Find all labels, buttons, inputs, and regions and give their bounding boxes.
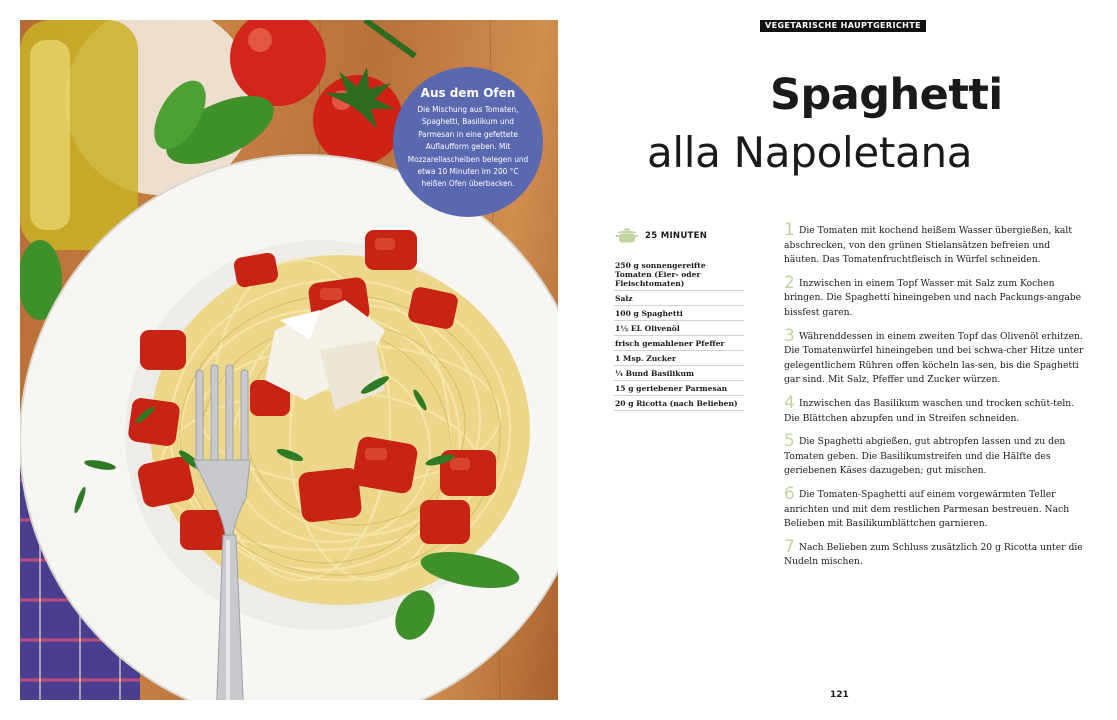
recipe-title: Spaghetti xyxy=(770,70,1003,120)
step-4 xyxy=(784,392,1084,426)
oven-tip-text: Die Mischung aus Tomaten, Spaghetti, Basilikum und Parmesan in eine gefettete Auflaufform geben. Mit Mozzarellascheiben belegen und etwa 10 Minuten im 200 °C heißen Ofen überbacken. xyxy=(407,104,529,189)
ingredient-item: 1 Msp. Zucker xyxy=(614,351,744,366)
cooking-time-label: 25 MINUTEN xyxy=(645,231,708,241)
step-number: 6 xyxy=(784,483,795,504)
ingredient-item: ¼ Bund Basilikum xyxy=(614,366,744,381)
step-text: Währenddessen in einem zweiten Topf das Olivenöl erhitzen. Die Tomatenwürfel hineingeben und bei schwa-cher Hitze unter gelegentlichem Rühren offen köcheln las-sen, bis die Spaghetti gar sind. Mit Salz, Pfeffer und Zucker würzen. xyxy=(784,330,1084,386)
step-number: 5 xyxy=(784,431,795,452)
oven-tip-badge xyxy=(393,67,543,217)
ingredient-item: 1½ EL Olivenöl xyxy=(614,321,744,336)
section-tag: VEGETARISCHE HAUPTGERICHTE xyxy=(760,20,926,32)
step-text: Die Tomaten-Spaghetti auf einem vorgewärmten Teller anrichten und mit dem restlichen Parmesan bestreuen. Nach Belieben mit Basilikumblättchen garnieren. xyxy=(784,488,1070,530)
ingredient-item: Salz xyxy=(614,291,744,306)
ingredient-item: 20 g Ricotta (nach Belieben) xyxy=(614,396,744,411)
step-5 xyxy=(784,431,1084,479)
ingredient-item: 250 g sonnengereifte Tomaten (Eier- oder Fleischtomaten) xyxy=(614,258,744,291)
step-text: Die Spaghetti abgießen, gut abtropfen lassen und zu den Tomaten geben. Die Basilikumstreifen und die Hälfte des geriebenen Käses dazugeben; gut mischen. xyxy=(784,436,1066,477)
ingredient-list xyxy=(614,258,744,411)
step-text: Inzwischen in einem Topf Wasser mit Salz zum Kochen bringen. Die Spaghetti hineingeben und nach Packungs-angabe bissfest garen. xyxy=(784,277,1082,318)
step-3 xyxy=(784,325,1084,388)
ingredient-item: frisch gemahlener Pfeffer xyxy=(614,336,744,351)
recipe-subtitle: alla Napoletana xyxy=(647,128,973,177)
step-number: 7 xyxy=(784,536,795,557)
cooking-time xyxy=(615,228,707,244)
ingredient-item: 100 g Spaghetti xyxy=(614,306,744,321)
ingredient-item: 15 g geriebener Parmesan xyxy=(614,381,744,396)
pot-icon xyxy=(615,228,639,244)
oven-tip-title: Aus dem Ofen xyxy=(420,86,516,100)
step-text: Die Tomaten mit kochend heißem Wasser übergießen, kalt abschrecken, von den grünen Stielansätzen befreien und häuten. Das Tomatenfruchtfleisch in Würfel schneiden. xyxy=(784,225,1073,266)
step-text: Nach Belieben zum Schluss zusätzlich 20 g Ricotta unter die Nudeln mischen. xyxy=(784,541,1083,568)
step-2 xyxy=(784,272,1084,321)
step-text: Inzwischen das Basilikum waschen und trocken schüt-teln. Die Blättchen abzupfen und in Streifen schneiden. xyxy=(784,397,1075,424)
recipe-photo xyxy=(20,20,558,700)
step-number: 1 xyxy=(784,220,795,240)
step-6 xyxy=(784,483,1084,532)
page-number: 121 xyxy=(830,690,849,700)
step-1 xyxy=(784,220,1084,268)
step-number: 2 xyxy=(784,272,795,293)
step-7 xyxy=(784,536,1084,570)
step-number: 4 xyxy=(784,392,795,413)
step-number: 3 xyxy=(784,325,795,346)
preparation-steps xyxy=(784,220,1084,579)
